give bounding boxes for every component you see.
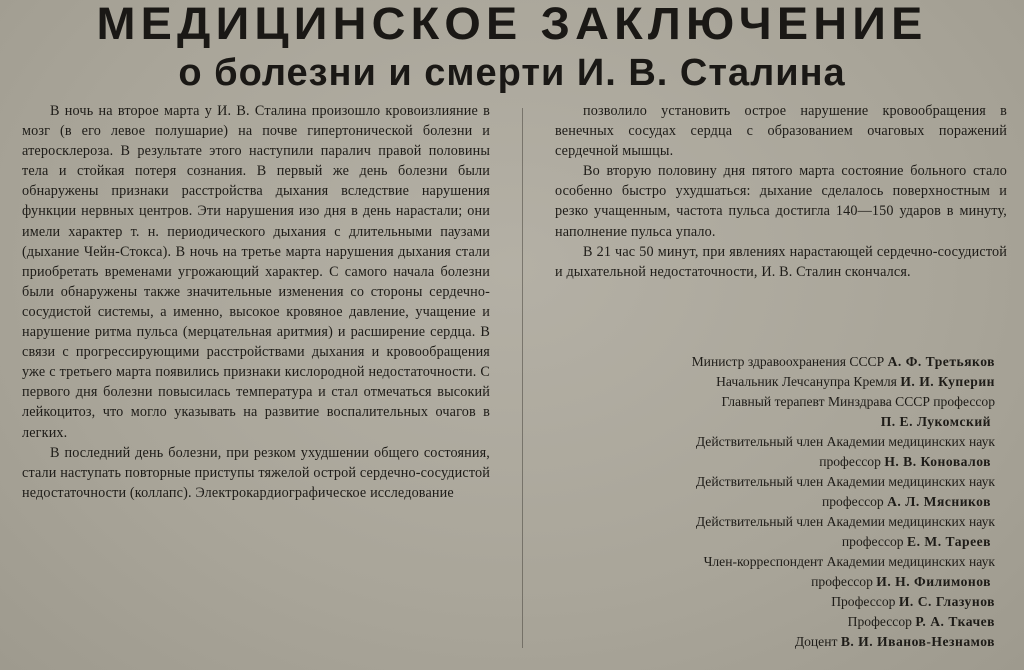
signatory-name: П. Е. Лукомский [880, 414, 991, 429]
signatory-title: профессор [841, 534, 904, 549]
signatory-name: И. И. Куперин [900, 374, 995, 389]
signature-line [555, 532, 995, 552]
signature-line [555, 552, 995, 572]
column-divider [522, 108, 523, 648]
signature-line [555, 352, 995, 372]
signatures-block [555, 352, 995, 652]
paragraph: Во вторую половину дня пятого марта состояние больного стало особенно быстро ухудшаться: дыхание сделалось поверхностным и резко учащенным, частота пульса достигла 140—150 ударов в минуту, наполнение пульса упало. [555, 163, 1007, 240]
signature-line [555, 412, 995, 432]
signature-line [555, 632, 995, 652]
signatory-title: Действительный член Академии медицинских наук [695, 514, 995, 529]
signatory-title: Профессор [831, 594, 896, 609]
signatory-title: Министр здравоохранения СССР [691, 354, 885, 369]
headline: МЕДИЦИНСКОЕ ЗАКЛЮЧЕНИЕ [96, 0, 928, 49]
paragraph: В последний день болезни, при резком ухудшении общего состояния, стали наступать повторные приступы тяжелой острой сердечно-сосудистой недостаточности (коллапс). Электрокардиографическое исследование [22, 444, 490, 501]
signatory-title: профессор [819, 454, 881, 469]
signatory-name: И. Н. Филимонов [876, 574, 991, 589]
subheadline: о болезни и смерти И. В. Сталина [178, 52, 846, 94]
signatory-title: Главный терапевт Минздрава СССР профессор [721, 394, 995, 409]
signature-line [555, 432, 995, 452]
signatory-name: И. С. Глазунов [898, 594, 995, 609]
signatory-title: Действительный член Академии медицинских наук [695, 434, 995, 449]
paragraph: В ночь на второе марта у И. В. Сталина произошло кровоизлияние в мозг (в его левое полушарие) на почве гипертонической болезни и атеросклероза. В результате этого наступили паралич правой половины тела и стойкая потеря сознания. В первый же день болезни были обнаружены признаки расстройства дыхания вследствие нарушения функции нервных центров. Эти нарушения изо дня в день нарастали; они имели характер т. н. периодического дыхания с длительными паузами (дыхание Чейн-Стокса). В ночь на третье марта нарушения дыхания стали приобретать временами угрожающий характер. С самого начала болезни были обнаружены также значительные изменения со стороны сердечно-сосудистой системы, а именно, высокое кровяное давление, учащение и нарушение ритма пульса (мерцательная аритмия) и расширение сердца. В связи с прогрессирующими расстройствами дыхания и кровообращения уже с третьего марта появились признаки кислородной недостаточности. С первого дня болезни повысилась температура и стал отмечаться высокий лейкоцитоз, что могло указывать на развитие воспалительных очагов в легких. [22, 103, 490, 441]
left-column [22, 101, 490, 503]
paragraph: В 21 час 50 минут, при явлениях нарастающей сердечно-сосудистой и дыхательной недостаточности, И. В. Сталин скончался. [555, 243, 1007, 280]
signatory-name: Р. А. Ткачев [915, 614, 995, 629]
signatory-title: профессор [821, 494, 884, 509]
signature-line [555, 372, 995, 392]
signatory-name: Е. М. Тареев [907, 534, 991, 549]
signatory-title: Действительный член Академии медицинских наук [695, 474, 995, 489]
signature-line [555, 472, 995, 492]
signature-line [555, 572, 995, 592]
signature-line [555, 512, 995, 532]
signatory-title: Профессор [847, 614, 912, 629]
signature-line [555, 492, 995, 512]
signatory-title: Доцент [794, 634, 838, 649]
signatory-title: профессор [811, 574, 873, 589]
signatory-name: А. Ф. Третьяков [887, 354, 995, 369]
signature-line [555, 452, 995, 472]
signatory-title: Начальник Лечсанупра Кремля [716, 374, 897, 389]
paragraph: позволило установить острое нарушение кровообращения в венечных сосудах сердца с образованием очаговых поражений сердечной мышцы. [555, 103, 1007, 160]
signature-line [555, 392, 995, 412]
signature-line [555, 612, 995, 632]
signatory-name: А. Л. Мясников [887, 494, 991, 509]
signature-line [555, 592, 995, 612]
signatory-title: Член-корреспондент Академии медицинских наук [703, 554, 995, 569]
right-column [555, 101, 1007, 282]
signatory-name: Н. В. Коновалов [884, 454, 991, 469]
signatory-name: В. И. Иванов-Незнамов [840, 634, 995, 649]
